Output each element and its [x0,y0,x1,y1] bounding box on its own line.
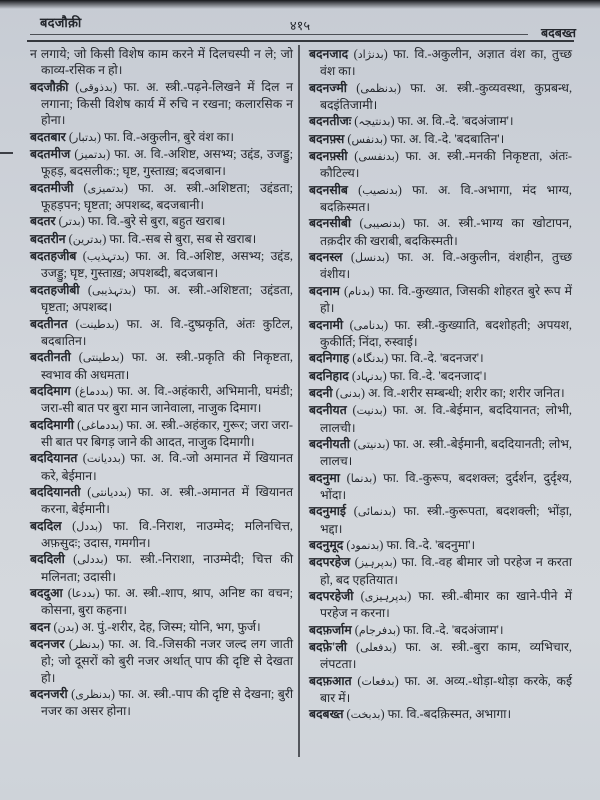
entry-headword: बदनामी [309,317,344,332]
dictionary-entry: बदनफ़्स (بدنفس) फा. अ. वि.-दे. 'बदबातिन'। [309,131,505,146]
entry-headword: बदन [30,619,51,634]
entry-definition: फा. वि.-सब से बुरा, सब से खराब। [109,231,257,246]
entry-urdu-script: بدنصیبی [363,217,401,231]
entry-headword: बददिमाग [30,383,71,398]
column-divider-rule [298,45,300,757]
entry-urdu-script: بددیانت [86,452,121,466]
dictionary-entry [30,46,293,79]
dictionary-entry: बदपरहेजी (بدپرہیزی) फा. स्त्री.-बीमार का खाने-पीने में परहेज न करना। [309,589,572,621]
entry-definition: फा. अ. वि.-दुष्प्रकृति, अंतः कुटिल, बदबातिन। [41,316,294,348]
entry-headword: बदबख्त [309,707,344,722]
entry-definition: फा. अ. अव्य.-थोड़ा-थोड़ा करके, कई बार में। [320,673,573,706]
entry-headword: बदफ़े'ली [309,640,347,655]
entry-definition: फा. अ. स्त्री.-मनकी निकृष्टता, अंतः-कौटिल्य। [320,149,573,181]
entry-headword: बदपरहेज [309,555,351,570]
entry-definition: न लगाये; जो किसी विशेष काम करने में दिलचस्पी न ले; जो काव्य-रसिक न हो। [30,47,293,78]
dictionary-entry: बदतहजीबी (بدتہذیبی) फा. अ. स्त्री.-अशिष्टता; उद्दंडता, घृष्टता; अपशब्द। [30,282,294,315]
dictionary-entry: बदनस्ल (بدنسل) फा. अ. वि.-अकुलीन, वंशहीन, तुच्छ वंशीय। [309,250,572,282]
entry-urdu-script: بدنگاہ [356,352,385,366]
entry-urdu-script: بددماغی [81,418,120,432]
entry-headword: बदतर [30,214,56,229]
entry-definition: अ. वि.-शरीर सम्बन्धी; शरीर का; शरीर जनित। [367,385,565,400]
dictionary-entry: बदतमीज (بدتمیز) फा. अ. वि.-अशिष्ट, असभ्य; उद्दंड, उजड्डु; फूहड़, बदसलीक:; घृष्ट, गुस्ताख़; बदजबान। [30,147,293,179]
entry-urdu-script: بدنام [348,284,371,298]
entry-headword: बदनी [309,385,333,400]
entry-headword: बदनसीबी [309,216,352,231]
scan-edge-shadow [0,0,600,9]
entry-urdu-script: بدنظر [73,638,100,652]
entry-headword: बदनीयत [309,403,347,418]
entry-definition: फा. अ. स्त्री.-अहंकार, गुरूर; जरा जरा-सी बात पर बिगड़ जाने की आदत, नाजुक दिमागी। [41,417,294,449]
entry-definition: फा. अ. स्त्री.-शाप, श्राप, अनिष्ट का वचन; कोसना, बुरा कहना। [41,586,293,618]
dictionary-entry: बदतरीन (بدترین) फा. वि.-सब से बुरा, सब से खराब। [30,231,257,246]
dictionary-entry: बदफ़र्जाम (بدفرجام) फा. वि.-दे. 'बदअंजाम'। [309,622,504,637]
entry-urdu-script: بدپرہیزی [364,590,408,603]
entry-definition: फा. अ. स्त्री.-अमानत में खियानत करना, बेईमानी। [41,484,293,517]
entry-definition: अ. पुं.-शरीर, देह, जिस्म; योनि, भग, फुर्ज। [81,619,261,634]
dictionary-entry: बदपरहेज (بدپرہیز) फा. वि.-वह बीमार जो परहेज न करता हो, बद एहतियात। [309,555,572,587]
entry-urdu-script: بدنہاد [355,369,383,383]
entry-headword: बदतमीज [30,147,71,162]
entry-urdu-script: بدنامی [353,318,384,332]
entry-definition: फा. अ. वि.-अकुलीन, वंशहीन, तुच्छ वंशीय। [320,250,572,282]
entry-definition: फा. वि.-निराश, नाउम्मेद; मलिनचित्त, अफ़सुदः; उदास, गमगीन। [41,518,293,550]
entry-headword: बदतीनती [30,350,71,365]
entry-urdu-script: بدتمیزی [87,181,124,195]
dictionary-entry: बदनतीजः (بدنتیجہ) फा. अ. वि.-दे. 'बदअंजाम'। [309,114,514,129]
entry-headword: बदनिगाह [309,351,350,366]
entry-definition: फा. वि.-अकुलीन, अज्ञात वंश का, तुच्छ वंश का। [320,47,572,79]
entry-headword: बदफ़आत [309,673,352,688]
dictionary-entry: बदनीयत (بدنیت) फा. अ. वि.-बेईमान, बददियानत; लोभी, लालची। [309,403,573,435]
entry-urdu-script: بدتر [62,215,81,229]
entry-definition: फा. अ. स्त्री.-पढ़ने-लिखने में दिल न लगाना; किसी विशेष कार्य में रुचि न रखना; कलारसिक न होना। [41,79,293,128]
dictionary-entry: बदनसीबी (بدنصیبی) फा. अ. स्त्री.-भाग्य का खोटापन, तक़दीर की खराबी, बदकिस्मती। [309,216,572,248]
entry-urdu-script: بدنی [339,386,361,400]
dictionary-entry: बदनीयती (بدنیتی) फा. अ. स्त्री.-बेईमानी, बददियानती; लोभ, लालच। [309,436,572,469]
entry-definition: फा. अ. स्त्री.-बेईमानी, बददियानती; लोभ, लालच। [320,436,572,469]
entry-definition: फा. स्त्री.-कुरूपता, बदशक्ली; भोंड़ा, भद्दा। [320,504,572,536]
entry-urdu-script: بدپرہیز [358,556,393,570]
entry-urdu-script: بددعا [71,587,96,600]
entry-definition: फा. अ. वि.-दे. 'बदअंजाम'। [397,114,514,129]
entry-definition: फा. अ. वि.-बेईमान, बददियानत; लोभी, लालची। [320,403,573,435]
dictionary-entry: बदतहजीब (بدتہذیب) फा. अ. वि.-अशिष्ट, असभ्य; उद्दंड, उजड्डु; घृष्ट, गुस्ताख़; अपशब्दी, बदजबान। [30,249,294,281]
entry-urdu-script: بدفرجام [358,623,396,637]
entry-definition: फा. वि.-अकुलीन, बुरे वंश का। [104,129,235,144]
entry-headword: बदनजाद [309,47,349,61]
entry-headword: बदतीनत [30,316,68,331]
entry-urdu-script: بدفعات [361,674,395,688]
entry-definition: फा. वि.-कुरूप, बदशक्ल; दुर्दर्शन, दुर्दृश्य, भोंदा। [320,470,572,502]
entry-urdu-script: بدنظمی [360,81,397,95]
entry-definition: फा. अ. स्त्री.-प्रकृति की निकृष्टता, स्वभाव की अधमता। [41,350,294,382]
entry-definition: फा. वि.-दे. 'बदनजर'। [391,351,484,366]
entry-headword: बददिली [30,552,65,567]
entry-urdu-script: بدتہذیب [86,250,125,264]
dictionary-entry: बदनफ़्सी (بدنفسی) फा. अ. स्त्री.-मनकी निकृष्टता, अंतः-कौटिल्य। [309,149,573,181]
entry-definition: फा. अ. स्त्री.-भाग्य का खोटापन, तक़दीर की खराबी, बदकिस्मती। [320,216,572,248]
entry-urdu-script: بدنمود [350,538,380,552]
entry-definition: फा. अ. वि.-दे. 'बदबातिन'। [390,131,505,146]
entry-headword: बदनीयती [309,436,350,451]
dictionary-entry: बदजौक़ी (بدذوقی) फा. अ. स्त्री.-पढ़ने-लिखने में दिल न लगाना; किसी विशेष कार्य में रुचि न रखना; कलारसिक न होना। [30,79,293,128]
entry-headword: बदनज्मी [309,80,347,95]
dictionary-entry: बदनामी (بدنامی) फा. स्त्री.-कुख्याति, बदशोहती; अपयश, कुकीर्ति; निंदा, रुस्वाई। [309,317,572,349]
entry-urdu-script: بدتبار [72,130,97,144]
entry-definition: फा. अ. स्त्री.-कुव्यवस्था, कुप्रबन्ध, बदइंतिजामी। [320,80,573,113]
dictionary-entry: बदनसीब (بدنصیب) फा. अ. वि.-अभागा, मंद भाग्य, बदक़िस्मत। [309,182,573,215]
dictionary-entry: बदन (بدن) अ. पुं.-शरीर, देह, जिस्म; योनि, भग, फुर्ज। [30,619,261,634]
dictionary-entry: बदतमीजी (بدتمیزی) फा. अ. स्त्री.-अशिष्टता; उद्दंडता; फूहड़पन; घृष्टता; अपशब्द, बदजबानी। [30,180,293,213]
header-rule-thick [27,40,574,42]
entry-headword: बददिल [30,518,62,533]
page-number: ४१५ [289,18,311,33]
entry-headword: बदनुमाई [309,504,346,519]
margin-scan-artifact [0,152,13,154]
entry-headword: बदपरहेजी [309,589,354,603]
dictionary-entry: बदबख्त (بدبخت) फा. वि.-बदक़िस्मत, अभागा। [309,707,512,722]
running-head-left: बदजौक़ी [40,15,82,30]
dictionary-entry: बदनिगाह (بدنگاہ) फा. वि.-दे. 'बदनजर'। [309,351,484,366]
dictionary-entry: बददिली (بددلی) फा. स्त्री.-निराशा, नाउम्मेदी; चित्त की मलिनता; उदासी। [30,552,294,584]
left-column [30,46,293,720]
entry-headword: बदतहजीबी [30,282,80,297]
entry-definition: फा. अ. वि.-अशिष्ट, असभ्य; उद्दंड, उजड्डु; घृष्ट, गुस्ताख़; अपशब्दी, बदजबान। [41,249,294,281]
entry-urdu-script: بدنما [350,471,373,485]
dictionary-entry: बददियानत (بددیانت) फा. अ. वि.-जो अमानत में खियानत करे, बेईमान। [30,451,293,483]
entry-headword: बदफ़र्जाम [309,622,352,637]
entry-urdu-script: بدنژاد [357,48,384,61]
entry-urdu-script: بدترین [72,232,103,246]
entry-definition: फा. अ. स्त्री.-बुरा काम, व्यभिचार, लंपटता। [320,640,572,672]
entry-headword: बदनाम [309,283,340,298]
dictionary-entry: बदनजरी (بدنظری) फा. अ. स्त्री.-पाप की दृष्टि से देखना; बुरी नजर का असर होना। [30,687,294,719]
dictionary-entry: बदनुमाई (بدنمائی) फा. स्त्री.-कुरूपता, बदशक्ली; भोंड़ा, भद्दा। [309,504,572,536]
entry-headword: बददियानती [30,484,81,499]
entry-headword: बदनजर [30,637,65,652]
entry-definition: फा. अ. वि.-अभागा, मंद भाग्य, बदक़िस्मत। [320,182,573,215]
entry-headword: बदनफ़्सी [309,149,348,164]
entry-definition: फा. स्त्री.-बीमार का खाने-पीने में परहेज न करना। [320,589,572,621]
entry-definition: फा. वि.-दे. 'बदनुमा'। [386,537,476,552]
entry-definition: फा. वि.-कुख्यात, जिसकी शोहरत बुरे रूप में हो। [320,283,573,316]
dictionary-entry: बदतबार (بدتبار) फा. वि.-अकुलीन, बुरे वंश का। [30,129,235,144]
entry-urdu-script: بدتہذیبی [91,283,132,297]
entry-definition: फा. अ. वि.-जिसकी नजर जल्द लग जाती हो; जो दूसरों को बुरी नजर अर्थात् पाप की दृष्टि से देखता हो। [41,637,294,685]
entry-urdu-script: بدنظری [75,688,111,702]
dictionary-entry: बदनिहाद (بدنہاد) फा. वि.-दे. 'बदनजाद'। [309,368,487,383]
dictionary-entry: बदनाम (بدنام) फा. वि.-कुख्यात, जिसकी शोहरत बुरे रूप में हो। [309,283,573,316]
entry-headword: बदतबार [30,129,66,144]
entry-headword: बदनफ़्स [309,131,345,146]
entry-urdu-script: بدنسل [355,251,386,265]
dictionary-entry: बददिल (بددل) फा. वि.-निराश, नाउम्मेद; मलिनचित्त, अफ़सुदः; उदास, गमगीन। [30,518,293,550]
entry-headword: बदजौक़ी [30,79,69,94]
entry-headword: बदतरीन [30,231,66,246]
dictionary-entry: बददियानती (بددیانتی) फा. अ. स्त्री.-अमानत में खियानत करना, बेईमानी। [30,484,293,517]
entry-urdu-script: بدفعلی [360,641,393,655]
entry-definition: फा. अ. स्त्री.-अशिष्टता; उद्दंडता; फूहड़पन; घृष्टता; अपशब्द, बदजबानी। [41,180,293,213]
entry-headword: बददियानत [30,451,78,466]
entry-urdu-script: بدنفس [351,132,384,146]
dictionary-entry: बदतीनत (بدطینت) फा. अ. वि.-दुष्प्रकृति, अंतः कुटिल, बदबातिन। [30,316,294,348]
entry-urdu-script: بددلی [77,553,104,567]
dictionary-entry: बदनुमूद (بدنمود) फा. वि.-दे. 'बदनुमा'। [309,537,476,552]
dictionary-entry: बदफ़े'ली (بدفعلی) फा. अ. स्त्री.-बुरा काम, व्यभिचार, लंपटता। [309,640,572,672]
entry-urdu-script: بددیانتی [91,485,128,499]
dictionary-entry: बदनजर (بدنظر) फा. अ. वि.-जिसकी नजर जल्द लग जाती हो; जो दूसरों को बुरी नजर अर्थात् पाप की दृष्टि से देखता हो। [30,637,294,685]
entry-definition: फा. वि.-दे. 'बदअंजाम'। [403,622,504,637]
entry-urdu-script: بدنفسی [358,150,395,164]
entry-urdu-script: بدطینتی [82,351,120,365]
entry-urdu-script: بددل [76,519,99,533]
entry-urdu-script: بدذوقی [79,80,113,94]
entry-definition: फा. वि.-बुरे से बुरा, बहुत खराब। [87,214,226,229]
right-column [309,46,572,724]
dictionary-entry: बदनी (بدنی) अ. वि.-शरीर सम्बन्धी; शरीर का; शरीर जनित। [309,385,565,400]
entry-definition: फा. स्त्री.-निराशा, नाउम्मेदी; चित्त की मलिनता; उदासी। [41,552,294,584]
entry-urdu-script: بدنمائی [357,505,392,519]
entry-headword: बदनसीब [309,182,348,197]
dictionary-entry: बदनजाद (بدنژاد) फा. वि.-अकुलीन, अज्ञात वंश का, तुच्छ वंश का। [309,47,572,79]
dictionary-entry: बदतर (بدتر) फा. वि.-बुरे से बुरा, बहुत खराब। [30,214,226,229]
entry-urdu-script: بدبخت [350,708,381,722]
header-rule-thin [30,34,528,35]
entry-headword: बददिमागी [30,417,74,432]
dictionary-entry: बदफ़आत (بدفعات) फा. अ. अव्य.-थोड़ा-थोड़ा करके, कई बार में। [309,673,573,706]
dictionary-entry: बदनज्मी (بدنظمی) फा. अ. स्त्री.-कुव्यवस्था, कुप्रबन्ध, बदइंतिजामी। [309,80,573,113]
entry-definition: फा. वि.-बदक़िस्मत, अभागा। [387,707,512,722]
dictionary-entry: बददिमागी (بددماغی) फा. अ. स्त्री.-अहंकार, गुरूर; जरा जरा-सी बात पर बिगड़ जाने की आदत, नाजुक दिमागी। [30,417,294,449]
entry-headword: बदनतीजः [309,114,352,129]
entry-urdu-script: بددماغ [79,384,109,398]
entry-definition: फा. अ. स्त्री.-अशिष्टता; उद्दंडता, घृष्टता; अपशब्द। [41,282,294,315]
entry-definition: फा. स्त्री.-कुख्याति, बदशोहती; अपयश, कुकीर्ति; निंदा, रुस्वाई। [320,317,572,349]
entry-urdu-script: بدنتیجہ [358,115,391,129]
entry-headword: बदनुमा [309,470,340,485]
entry-headword: बददुआ [30,586,63,600]
entry-urdu-script: بدنیتی [357,437,386,451]
entry-urdu-script: بدنیت [356,404,383,418]
entry-definition: फा. वि.-वह बीमार जो परहेज न करता हो, बद एहतियात। [320,555,572,587]
entry-definition: फा. अ. वि.-अशिष्ट, असभ्य; उद्दंड, उजड्डु; फूहड़, बदसलीक:; घृष्ट, गुस्ताख़; बदजबान। [41,147,293,179]
entry-headword: बदनस्ल [309,250,343,265]
dictionary-entry: बदनुमा (بدنما) फा. वि.-कुरूप, बदशक्ल; दुर्दर्शन, दुर्दृश्य, भोंदा। [309,470,572,502]
entry-definition: फा. अ. स्त्री.-पाप की दृष्टि से देखना; बुरी नजर का असर होना। [41,687,294,719]
entry-definition: फा. अ. वि.-जो अमानत में खियानत करे, बेईमान। [41,451,293,483]
entry-headword: बदतमीजी [30,180,74,195]
entry-urdu-script: بدتمیز [78,148,107,162]
entry-urdu-script: بدنصیب [362,183,398,197]
dictionary-entry: बददुआ (بددعا) फा. अ. स्त्री.-शाप, श्राप, अनिष्ट का वचन; कोसना, बुरा कहना। [30,586,293,618]
entry-headword: बदनिहाद [309,368,349,383]
entry-definition: फा. वि.-दे. 'बदनजाद'। [389,368,487,383]
entry-headword: बदनजरी [30,687,68,702]
dictionary-entry: बदतीनती (بدطینتی) फा. अ. स्त्री.-प्रकृति की निकृष्टता, स्वभाव की अधमता। [30,350,294,382]
dictionary-entry: बददिमाग (بددماغ) फा. अ. वि.-अहंकारी, अभिमानी, घमंडी; जरा-सी बात पर बुरा मान जानेवाला, नाजुक दिमाग। [30,383,294,416]
running-head-right: बदबख्त [540,26,576,40]
entry-headword: बदतहजीब [30,249,77,264]
entry-headword: बदनुमूद [309,537,344,552]
entry-urdu-script: بدن [57,620,75,634]
entry-urdu-script: بدطینت [79,317,115,331]
entry-definition: फा. अ. वि.-अहंकारी, अभिमानी, घमंडी; जरा-सी बात पर बुरा मान जानेवाला, नाजुक दिमाग। [41,383,294,416]
